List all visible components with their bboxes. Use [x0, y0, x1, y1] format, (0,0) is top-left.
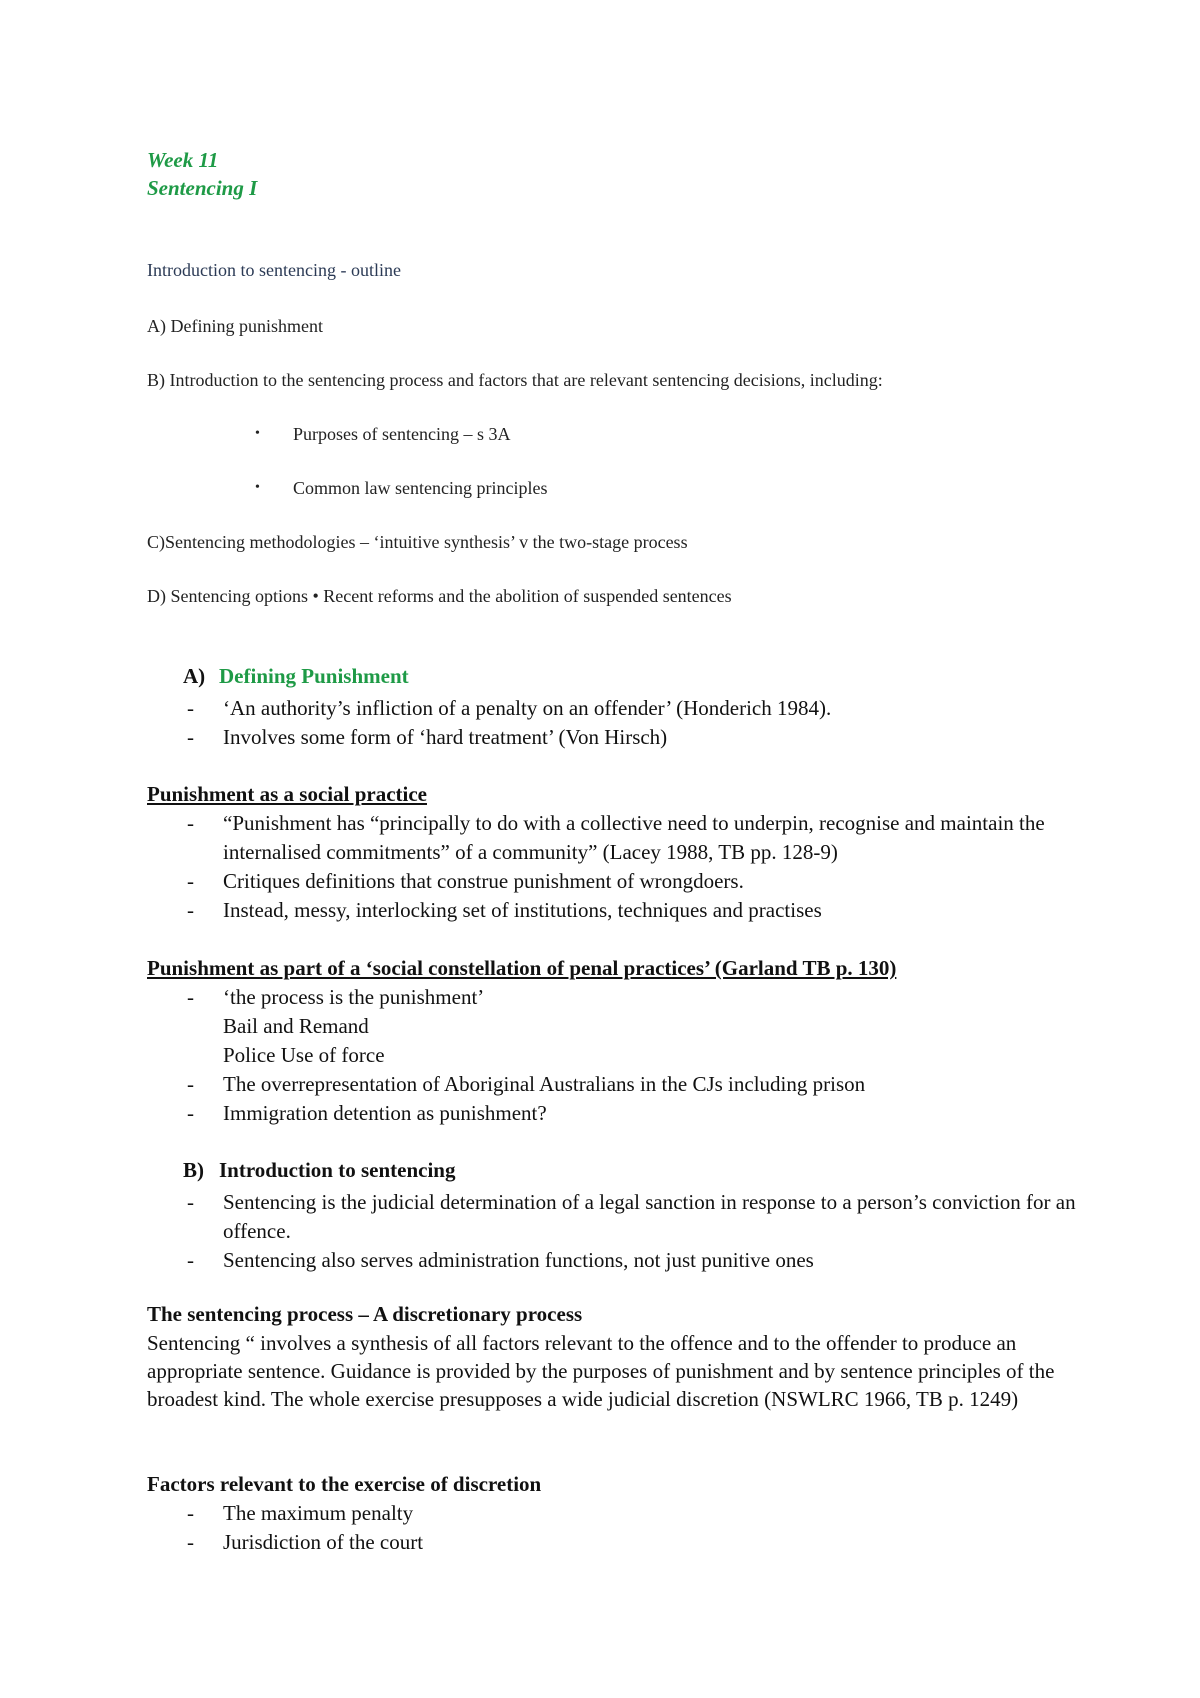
- item-text: Sentencing also serves administration functions, not just punitive ones: [223, 1248, 814, 1272]
- list-item: [147, 1188, 1107, 1246]
- social-practice-section: [147, 780, 1107, 925]
- item-text: Instead, messy, interlocking set of institutions, techniques and practises: [223, 898, 822, 922]
- list-item: [147, 809, 1107, 867]
- section-a-heading: [183, 664, 1083, 689]
- item-text: Jurisdiction of the court: [223, 1530, 424, 1554]
- list-item: [147, 723, 1107, 752]
- section-heading: The sentencing process – A discretionary process: [147, 1302, 583, 1326]
- section-b-list: [147, 1188, 1107, 1275]
- item-text: “Punishment has “principally to do with a collective need to underpin, recognise and maintain the internalised commitments” of a community” (Lacey 1988, TB pp. 128-9): [223, 811, 1045, 864]
- bullet-marker: •: [255, 426, 260, 441]
- item-text: Involves some form of ‘hard treatment’ (Von Hirsch): [223, 725, 668, 749]
- section-letter: B): [183, 1158, 204, 1182]
- topic-title: Sentencing I: [147, 176, 258, 200]
- section-b: [183, 1158, 1083, 1183]
- item-text: The overrepresentation of Aboriginal Australians in the CJs including prison: [223, 1072, 866, 1096]
- item-text: Sentencing is the judicial determination of a legal sanction in response to a person’s conviction for an offence.: [223, 1190, 1076, 1243]
- dash-marker: -: [187, 869, 194, 893]
- list-item: [255, 422, 510, 446]
- list-item: [255, 476, 547, 500]
- sub-line: Bail and Remand: [223, 1014, 369, 1038]
- dash-marker: -: [187, 725, 194, 749]
- list-item: [147, 983, 1107, 1012]
- dash-marker: -: [187, 1190, 194, 1214]
- item-text: The maximum penalty: [223, 1501, 414, 1525]
- list-item: [147, 694, 1107, 723]
- outline-bullet-list: [255, 422, 510, 446]
- dash-marker: -: [187, 898, 194, 922]
- list-item: [147, 1070, 1107, 1099]
- factors-section: [147, 1470, 1087, 1557]
- section-b-heading: [183, 1158, 1083, 1183]
- section-title: Defining Punishment: [219, 664, 409, 688]
- bullet-text: Common law sentencing principles: [293, 477, 548, 498]
- list-item: [147, 1499, 1087, 1528]
- list-item: [147, 867, 1107, 896]
- section-a-list: [147, 694, 1107, 752]
- section-title: Introduction to sentencing: [219, 1158, 456, 1182]
- dash-marker: -: [187, 811, 194, 835]
- process-paragraph: Sentencing “ involves a synthesis of all factors relevant to the offence and to the offender to produce an appropriate sentence. Guidance is provided by the purposes of punishment and by sentence principles of the broadest kind. The whole exercise presupposes a wide judicial discretion (NSWLRC 1966, TB p. 1249): [147, 1331, 1055, 1411]
- bullet-text: Purposes of sentencing – s 3A: [293, 423, 511, 444]
- dash-marker: -: [187, 696, 194, 720]
- week-label: Week 11: [147, 148, 219, 172]
- document-title: [147, 146, 1087, 202]
- constellation-section: [147, 954, 1107, 1128]
- section-letter: A): [183, 664, 206, 688]
- outline-item-c: C)Sentencing methodologies – ‘intuitive synthesis’ v the two-stage process: [147, 532, 688, 552]
- sub-line: Police Use of force: [223, 1043, 385, 1067]
- dash-marker: -: [187, 1101, 194, 1125]
- dash-marker: -: [187, 1530, 194, 1554]
- dash-marker: -: [187, 1072, 194, 1096]
- outline-bullet-list-2: [255, 476, 547, 500]
- section-heading: Factors relevant to the exercise of discretion: [147, 1472, 542, 1496]
- dash-marker: -: [187, 1248, 194, 1272]
- outline-item-d: D) Sentencing options • Recent reforms and the abolition of suspended sentences: [147, 586, 732, 606]
- process-section: [147, 1300, 1087, 1413]
- item-text: ‘the process is the punishment’: [223, 985, 485, 1009]
- outline-heading: Introduction to sentencing - outline: [147, 260, 401, 280]
- outline-item-b: B) Introduction to the sentencing process and factors that are relevant sentencing decisions, including:: [147, 370, 883, 390]
- section-heading: Punishment as part of a ‘social constellation of penal practices’ (Garland TB p. 130): [147, 956, 897, 980]
- dash-marker: -: [187, 985, 194, 1009]
- list-item: [147, 1246, 1107, 1275]
- bullet-marker: •: [255, 480, 260, 495]
- list-item: [147, 896, 1107, 925]
- section-a: [183, 664, 1083, 689]
- list-item: [147, 1528, 1087, 1557]
- item-text: Critiques definitions that construe punishment of wrongdoers.: [223, 869, 744, 893]
- item-text: Immigration detention as punishment?: [223, 1101, 547, 1125]
- item-text: ‘An authority’s infliction of a penalty on an offender’ (Honderich 1984).: [223, 696, 832, 720]
- outline-item-a: A) Defining punishment: [147, 316, 323, 336]
- list-item: [147, 1099, 1107, 1128]
- section-heading: Punishment as a social practice: [147, 782, 427, 806]
- dash-marker: -: [187, 1501, 194, 1525]
